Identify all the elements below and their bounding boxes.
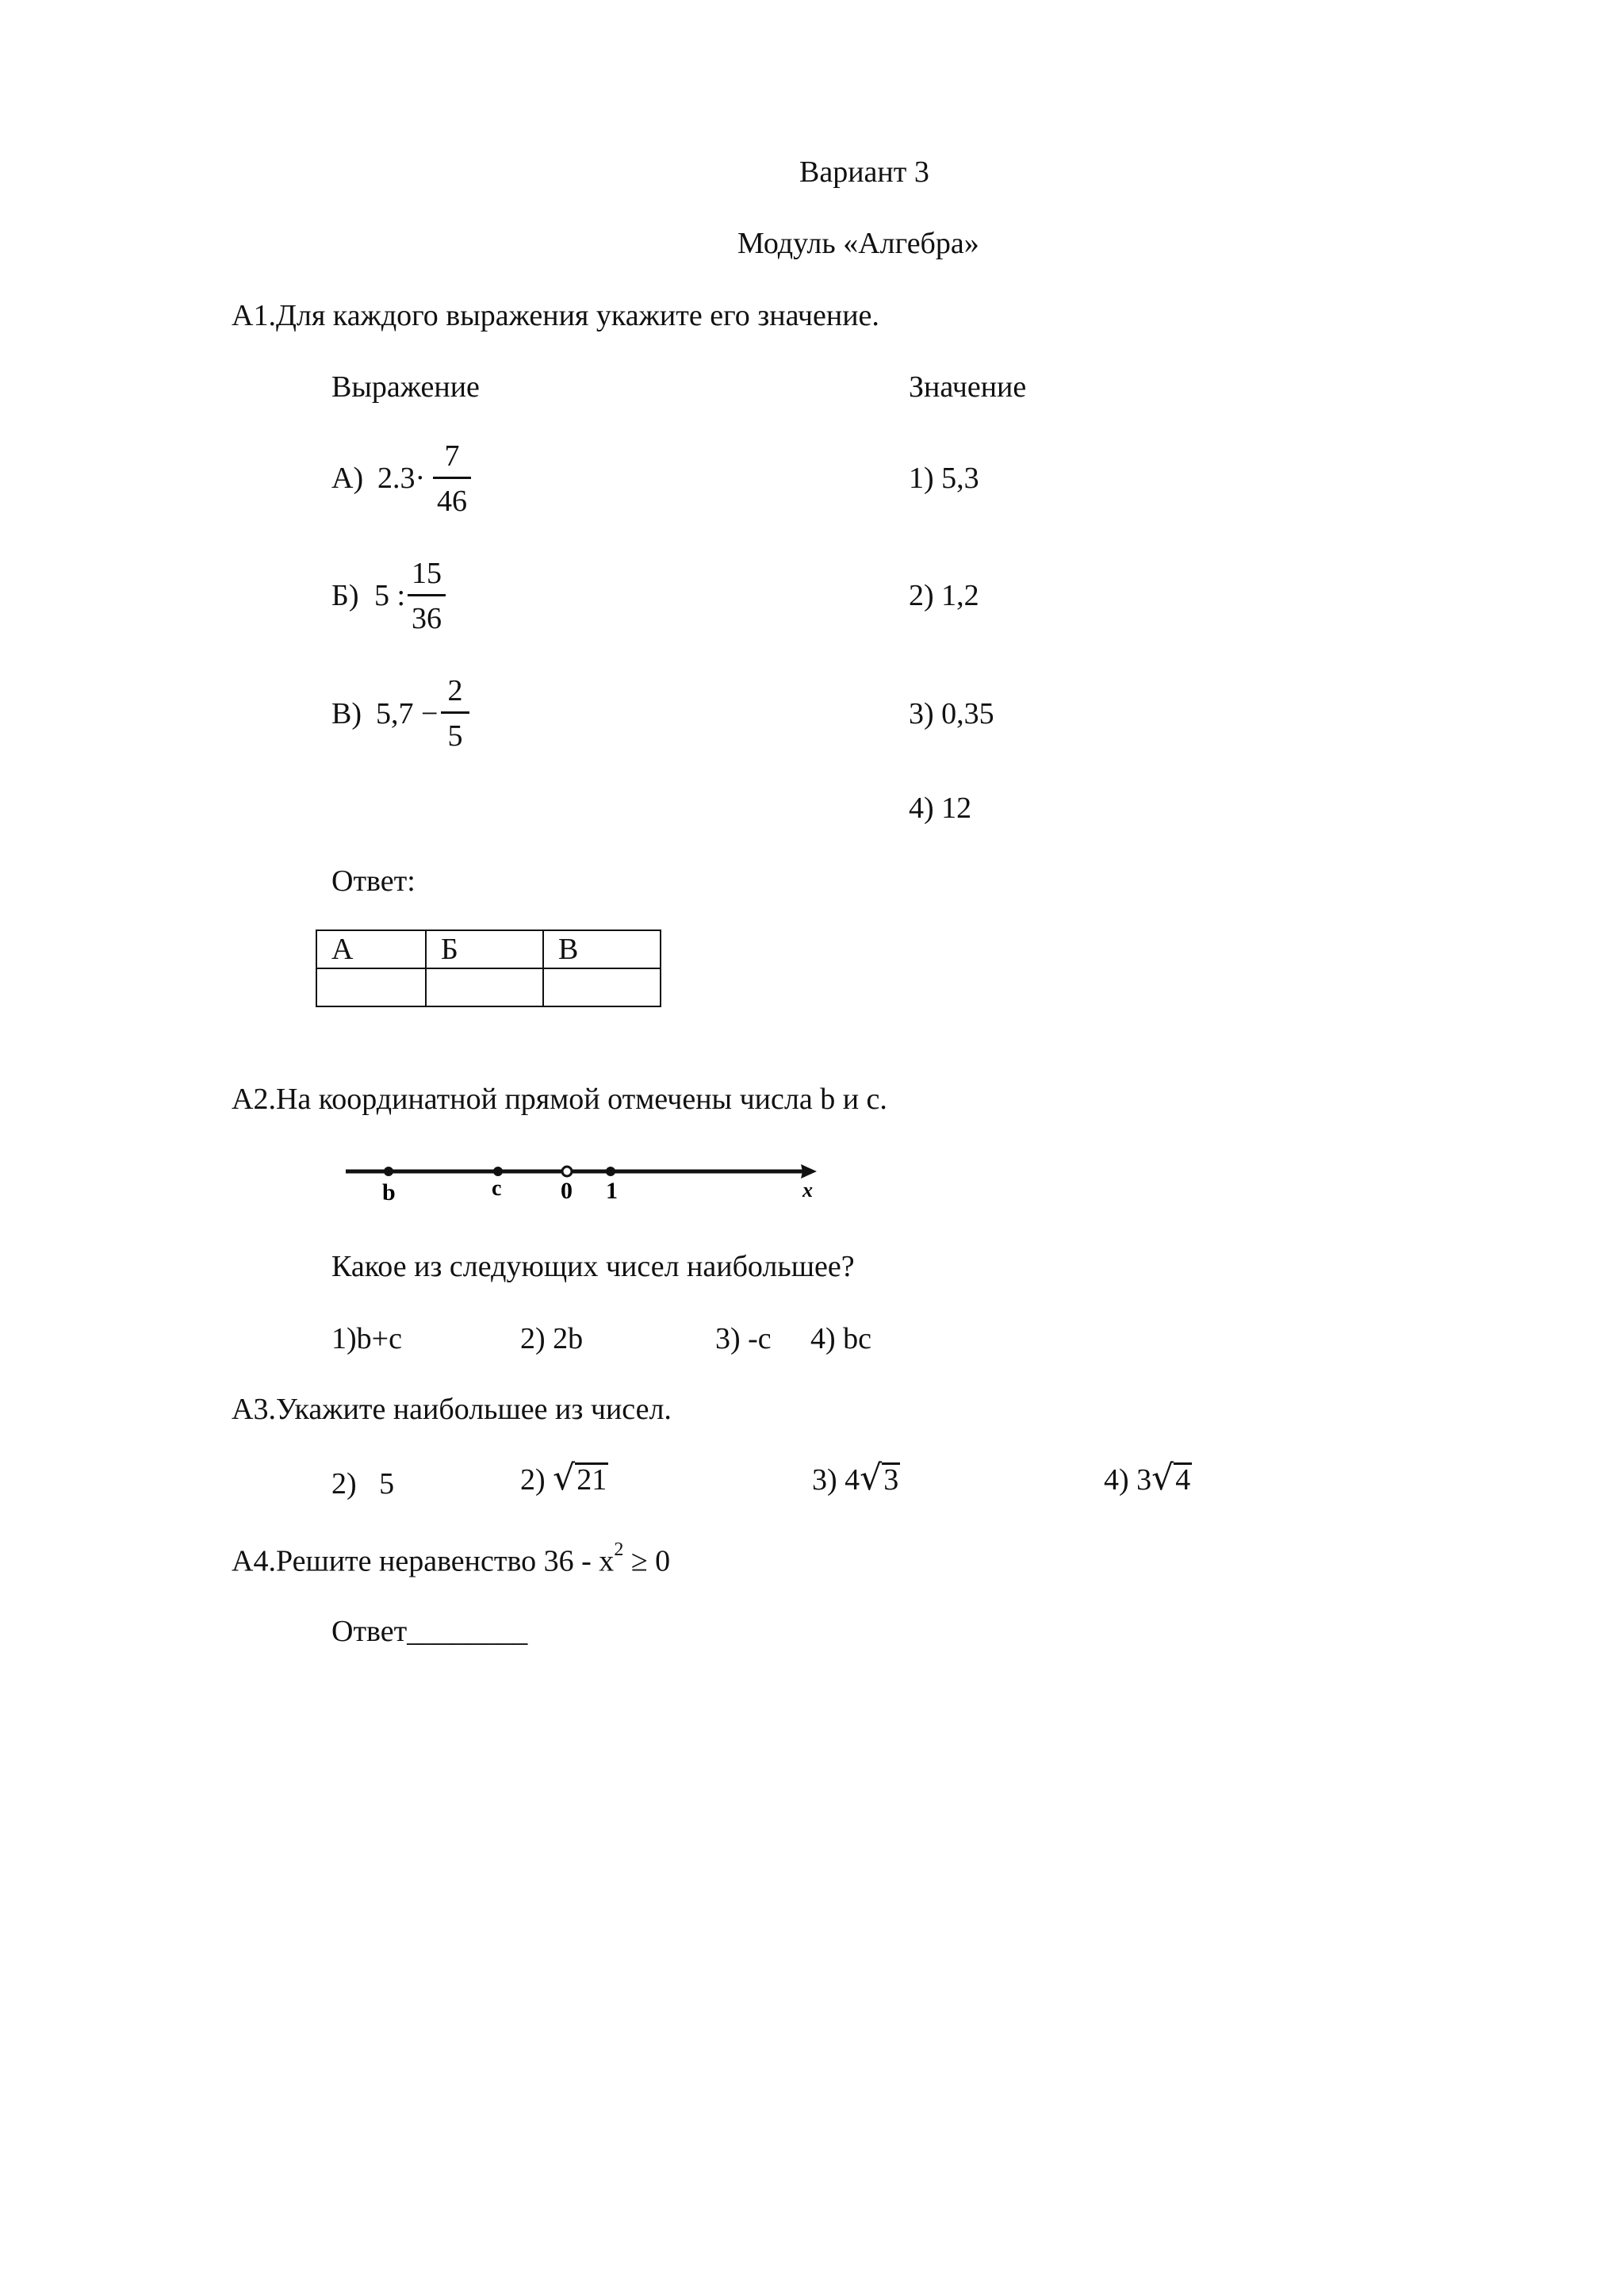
- point-one-label: 1: [606, 1178, 618, 1204]
- fraction-bar: [433, 477, 471, 479]
- a3-option-3: [812, 1458, 900, 1498]
- a3-option-4-label: 4): [1104, 1463, 1129, 1497]
- expr-a-fraction: [433, 441, 471, 516]
- expr-a-prefix: 2.3·: [377, 462, 426, 495]
- a2-question: А2.На координатной прямой отмечены числа b и c.: [232, 1083, 887, 1116]
- a4-answer-line: Ответ________: [331, 1615, 528, 1648]
- a1-question: А1.Для каждого выражения укажите его значение.: [232, 299, 879, 332]
- a3-option-3-coef: 4: [845, 1463, 860, 1497]
- a3-option-4-root: [1151, 1458, 1192, 1498]
- a3-option-2-label: 2): [520, 1463, 546, 1497]
- module-title: Модуль «Алгебра»: [737, 227, 979, 260]
- a3-option-4: [1104, 1458, 1192, 1498]
- fraction-bar: [441, 711, 469, 714]
- answer-cell-b[interactable]: [426, 968, 543, 1006]
- expr-a-denominator: 46: [437, 485, 467, 518]
- point-b-dot: [384, 1167, 393, 1176]
- a3-option-1: [331, 1469, 394, 1499]
- answer-header-b: Б: [426, 930, 543, 968]
- expr-v-label: В): [331, 697, 362, 730]
- expr-v-fraction: [441, 676, 469, 751]
- expr-b-prefix: 5 :: [374, 579, 406, 612]
- a1-column-expression: Выражение: [331, 370, 480, 404]
- a2-option-4: 4) bc: [810, 1322, 872, 1355]
- a3-option-3-radicand: 3: [883, 1463, 899, 1497]
- a4-question: [232, 1539, 671, 1578]
- point-c-label: c: [492, 1176, 502, 1201]
- a3-option-4-coef: 3: [1136, 1463, 1152, 1497]
- answer-cell-a[interactable]: [316, 968, 426, 1006]
- a2-option-3: 3) -c: [715, 1322, 772, 1355]
- answer-header-v: В: [543, 930, 661, 968]
- a3-option-2-root: [553, 1458, 608, 1498]
- a4-exponent: 2: [614, 1539, 624, 1560]
- expr-a-label: А): [331, 462, 364, 495]
- a2-subquestion: Какое из следующих чисел наибольшее?: [331, 1250, 855, 1283]
- point-one-dot: [606, 1167, 615, 1176]
- answer-cell-v[interactable]: [543, 968, 661, 1006]
- table-row: [316, 968, 661, 1006]
- a3-option-2: [520, 1458, 608, 1498]
- value-1: 1) 5,3: [909, 462, 979, 495]
- expr-b-denominator: 36: [412, 602, 442, 635]
- sqrt-icon: √: [1151, 1458, 1174, 1498]
- answer-header-a: А: [316, 930, 426, 968]
- expr-v-prefix: 5,7 −: [376, 697, 439, 730]
- value-4: 4) 12: [909, 792, 972, 825]
- value-3: 3) 0,35: [909, 697, 994, 730]
- expr-v-numerator: 2: [447, 674, 463, 707]
- a3-option-1-label: 2): [331, 1467, 357, 1501]
- fraction-bar: [408, 594, 446, 596]
- axis-x-label: x: [802, 1179, 813, 1202]
- point-zero-label: 0: [561, 1178, 573, 1204]
- expr-b-fraction: [408, 558, 446, 634]
- a2-option-2: 2) 2b: [520, 1322, 584, 1355]
- expr-v-denominator: 5: [447, 719, 463, 753]
- axis-arrow: [801, 1164, 817, 1179]
- a3-option-3-root: [860, 1458, 900, 1498]
- table-row: [316, 930, 661, 968]
- a3-question: А3.Укажите наибольшее из чисел.: [232, 1393, 672, 1426]
- a1-answer-label: Ответ:: [331, 864, 416, 898]
- point-zero-dot: [562, 1167, 572, 1176]
- a3-option-1-value: 5: [379, 1467, 395, 1501]
- value-2: 2) 1,2: [909, 579, 979, 612]
- a4-question-prefix: А4.Решите неравенство 36 - x: [232, 1544, 615, 1578]
- a3-option-4-radicand: 4: [1175, 1463, 1191, 1497]
- point-c-dot: [493, 1167, 503, 1176]
- variant-title: Вариант 3: [799, 155, 929, 189]
- expr-a-numerator: 7: [444, 439, 460, 473]
- a1-answer-table: [316, 930, 661, 1007]
- point-b-label: b: [382, 1179, 396, 1205]
- expr-b-label: Б): [331, 579, 359, 612]
- expr-b-numerator: 15: [412, 557, 442, 590]
- coordinate-line: [341, 1154, 833, 1209]
- sqrt-icon: √: [553, 1458, 576, 1498]
- a1-column-value: Значение: [909, 370, 1027, 404]
- a4-question-suffix: ≥ 0: [623, 1544, 671, 1578]
- sqrt-icon: √: [860, 1458, 883, 1498]
- a3-option-2-radicand: 21: [576, 1463, 607, 1497]
- a3-option-3-label: 3): [812, 1463, 837, 1497]
- a2-option-1: 1)b+c: [331, 1322, 402, 1355]
